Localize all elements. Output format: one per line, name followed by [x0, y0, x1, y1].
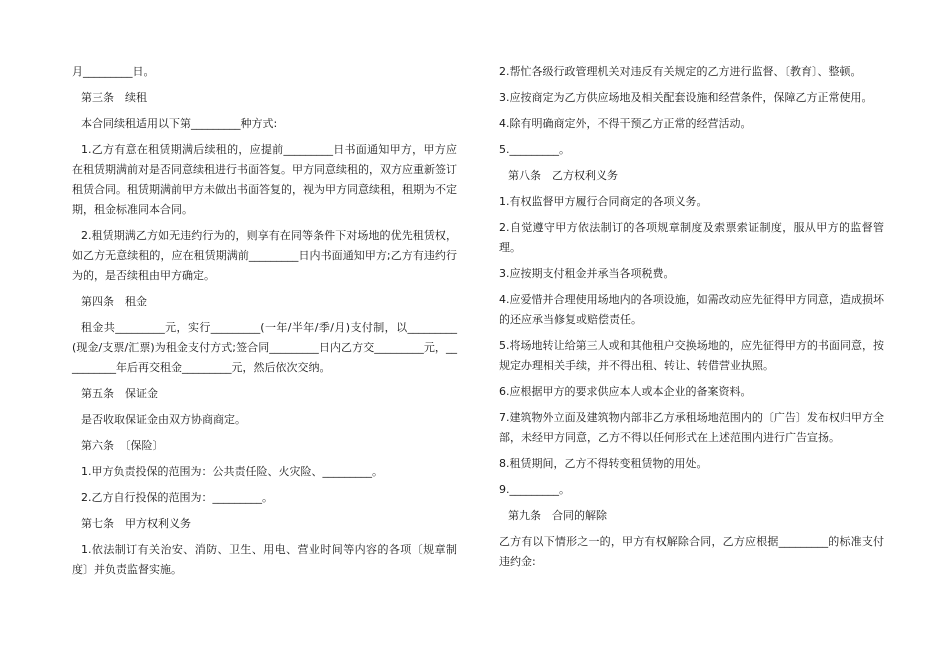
- article-heading: 第七条 甲方权利义务: [81, 517, 191, 530]
- contract-paragraph: 1.依法制订有关治安、消防、卫生、用电、营业时间等内容的各项〔规章制度〕并负责监督实施。: [72, 543, 457, 576]
- contract-paragraph: 5._________。: [499, 143, 570, 156]
- contract-paragraph: 2.租赁期满乙方如无违约行为的，则享有在同等条件下对场地的优先租赁权，如乙方无意续租的，应在租赁期满前_________日内书面通知甲方;乙方有违约行为的，是否续租由甲方确定。: [72, 229, 457, 282]
- contract-paragraph: 9._________。: [499, 483, 570, 496]
- contract-paragraph: 3.应按商定为乙方供应场地及相关配套设施和经营条件，保障乙方正常使用。: [499, 91, 873, 104]
- contract-paragraph: 租金共_________元，实行_________(一年/半年/季/月)支付制，以_________(现金/支票/汇票)为租金支付方式;签合同_________日内乙方交_________元，__________年后再交租金_________元，然后依次交纳。: [72, 321, 457, 374]
- article-heading: 第五条 保证金: [81, 387, 158, 400]
- right-column: [499, 62, 884, 578]
- contract-paragraph: 5.将场地转让给第三人或和其他租户交换场地的，应先征得甲方的书面同意，按规定办理相关手续，并不得出租、转让、转借营业执照。: [499, 339, 884, 372]
- contract-paragraph: 是否收取保证金由双方协商商定。: [81, 413, 246, 426]
- contract-paragraph: 8.租赁期间，乙方不得转变租赁物的用处。: [499, 457, 708, 470]
- contract-paragraph: 乙方有以下情形之一的，甲方有权解除合同，乙方应根据_________的标准支付违约金:: [499, 535, 884, 568]
- article-heading: 第八条 乙方权利义务: [508, 169, 618, 182]
- contract-paragraph: 本合同续租适用以下第_________种方式:: [81, 117, 278, 130]
- contract-paragraph: 7.建筑物外立面及建筑物内部非乙方承租场地范围内的〔广告〕发布权归甲方全部，未经甲方同意，乙方不得以任何形式在上述范围内进行广告宣扬。: [499, 411, 884, 444]
- article-heading: 第三条 续租: [81, 91, 147, 104]
- contract-paragraph: 4.应爱惜并合理使用场地内的各项设施，如需改动应先征得甲方同意，造成损坏的还应承当修复或赔偿责任。: [499, 293, 884, 326]
- contract-paragraph: 月_________日。: [72, 65, 155, 78]
- contract-paragraph: 4.除有明确商定外，不得干预乙方正常的经营活动。: [499, 117, 752, 130]
- article-heading: 第九条 合同的解除: [508, 509, 607, 522]
- article-heading: 第四条 租金: [81, 295, 147, 308]
- contract-paragraph: 1.乙方有意在租赁期满后续租的，应提前_________日书面通知甲方，甲方应在租赁期满前对是否同意续租进行书面答复。甲方同意续租的，双方应重新签订租赁合同。租赁期满前甲方未做出书面答复的，视为甲方同意续租，租期为不定期，租金标准同本合同。: [72, 143, 457, 216]
- contract-paragraph: 2.乙方自行投保的范围为：_________。: [81, 491, 273, 504]
- left-column: [72, 62, 457, 586]
- contract-paragraph: 3.应按期支付租金并承当各项税费。: [499, 267, 675, 280]
- contract-paragraph: 1.甲方负责投保的范围为：公共责任险、火灾险、_________。: [81, 465, 383, 478]
- contract-paragraph: 2.帮忙各级行政管理机关对违反有关规定的乙方进行监督、〔教育〕、整顿。: [499, 65, 862, 78]
- article-heading: 第六条 〔保险〕: [81, 439, 164, 452]
- contract-paragraph: 6.应根据甲方的要求供应本人或本企业的备案资料。: [499, 385, 752, 398]
- contract-paragraph: 2.自觉遵守甲方依法制订的各项规章制度及索票索证制度，服从甲方的监督管理。: [499, 221, 884, 254]
- contract-paragraph: 1.有权监督甲方履行合同商定的各项义务。: [499, 195, 708, 208]
